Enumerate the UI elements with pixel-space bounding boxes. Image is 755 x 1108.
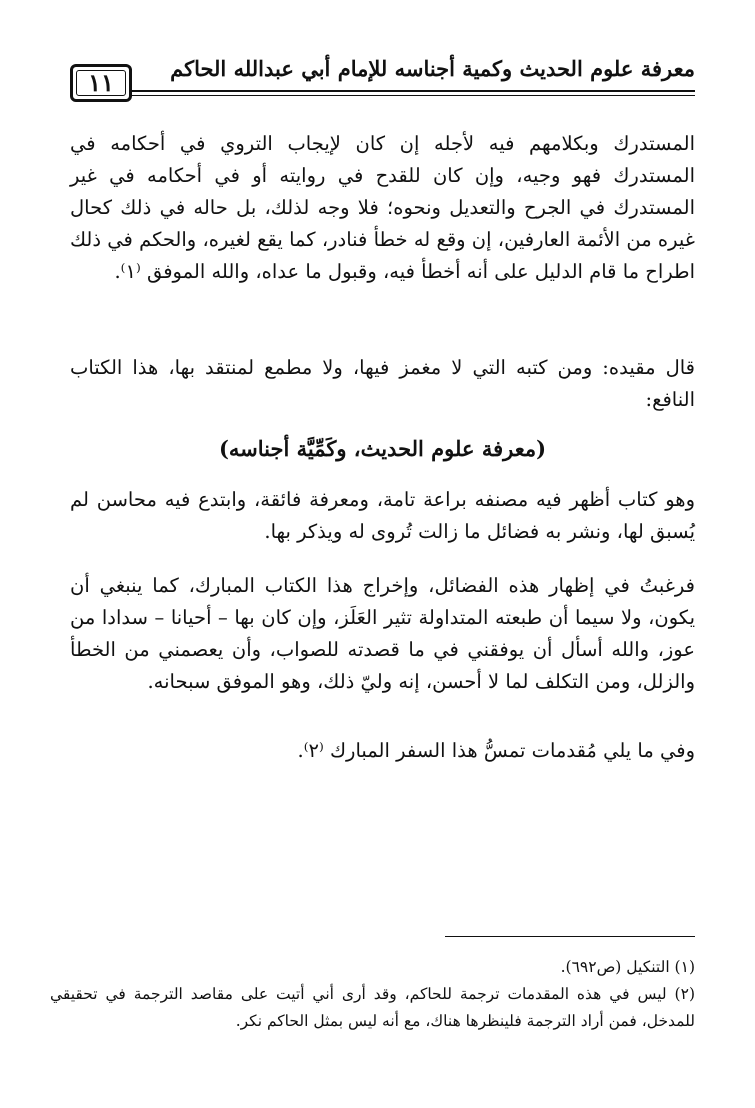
paragraph-3: وهو كتاب أظهر فيه مصنفه براعة تامة، ومعرفة فائقة، وابتدع فيه محاسن لم يُسبق لها، ونشر به فضائل ما زالت تُروى له ويذكر بها.: [70, 488, 695, 543]
paragraph-2: قال مقيده: ومن كتبه التي لا مغمز فيها، ولا مطمع لمنتقد بها، هذا الكتاب النافع:: [70, 356, 695, 411]
header-rule-thin: [120, 95, 695, 96]
footnote-1: (١) التنكيل (ص٦٩٢).: [560, 958, 695, 976]
book-title-heading: (معرفة علوم الحديث، وكَمِّيَّة أجناسه): [218, 436, 547, 461]
footnotes: [50, 954, 695, 1035]
page-number-box: [70, 64, 132, 102]
paragraph-5: وفي ما يلي مُقدمات تمسُّ هذا السفر المبارك ⁽٢⁾.: [297, 739, 695, 762]
page-number: ١١: [88, 68, 114, 97]
header-rule: [120, 90, 695, 92]
footnote-separator: [445, 936, 695, 937]
footnote-2: (٢) ليس في هذه المقدمات ترجمة للحاكم، وقد أرى أني أتيت على مقاصد الترجمة في تحقيقي للمدخل، فمن أراد الترجمة فلينظرها هناك، مع أنه ليس بمثل الحاكم نكر.: [50, 985, 695, 1030]
paragraph-4: فرغبتُ في إظهار هذه الفضائل، وإخراج هذا الكتاب المبارك، كما ينبغي أن يكون، ولا سيما أن طبعته المتداولة تثير العَلَز، وإن كان بها – أحيانا – سدادا من عوز، والله أسأل أن يوفقني في ما قصدته للصواب، وأن يعصمني من الخطأ والزلل، ومن التكلف لما لا أحسن، إنه وليّ ذلك، وهو الموفق سبحانه.: [70, 574, 695, 693]
paragraph-1: المستدرك وبكلامهم فيه لأجله إن كان لإيجاب التروي في أحكامه في المستدرك فهو وجيه، وإن كان للقدح في روايته أو في أحكامه في غير المستدرك في الجرح والتعديل ونحوه؛ فلا وجه لذلك، بل حاله في ذلك كحال غيره من الأئمة العارفين، إن وقع له خطأ فنادر، كما يقع لغيره، والحكم في ذلك اطراح ما قام الدليل على أنه أخطأ فيه، وقبول ما عداه، والله الموفق ⁽١⁾.: [70, 132, 695, 283]
header-title: معرفة علوم الحديث وكمية أجناسه للإمام أبي عبدالله الحاكم: [170, 56, 695, 81]
running-header: [70, 54, 695, 114]
